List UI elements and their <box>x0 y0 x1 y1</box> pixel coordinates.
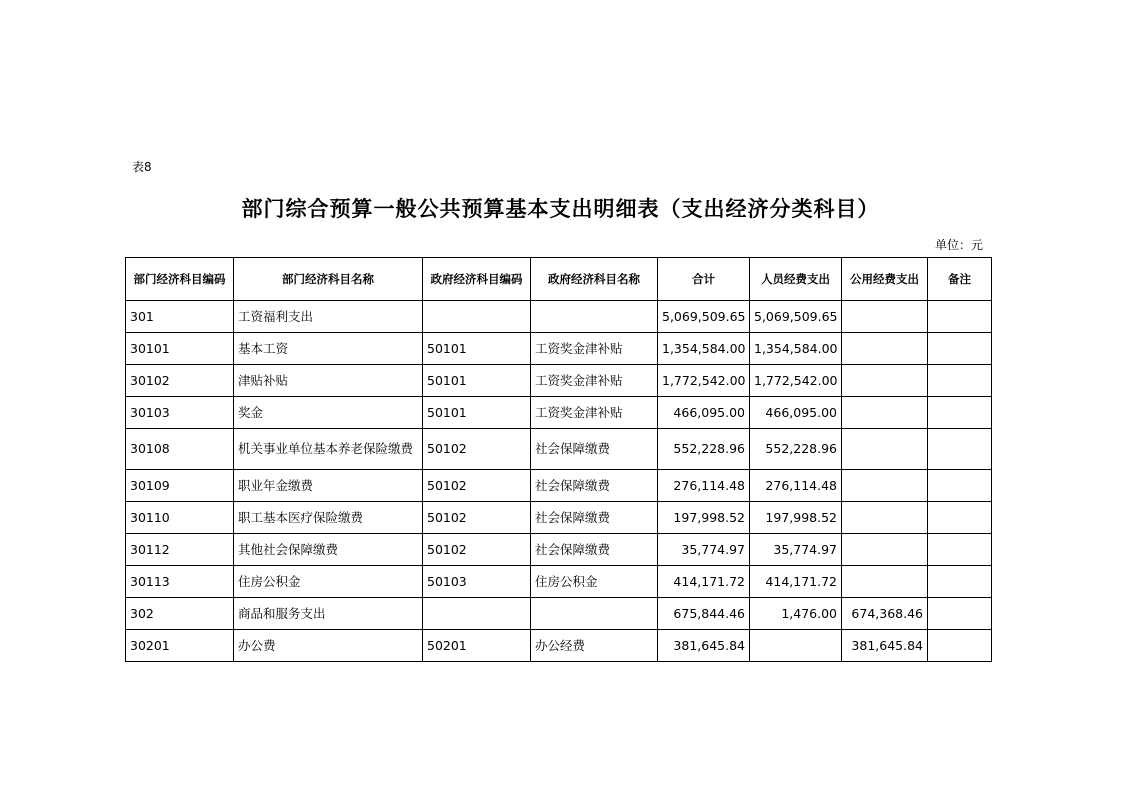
gov-name-cell: 工资奖金津补贴 <box>531 397 658 429</box>
gov-code-cell <box>423 301 531 333</box>
total-cell: 35,774.97 <box>658 534 750 566</box>
public-cell <box>842 502 928 534</box>
dept-name-cell: 职业年金缴费 <box>234 470 423 502</box>
public-cell: 674,368.46 <box>842 598 928 630</box>
table-row <box>126 598 992 630</box>
total-cell: 1,354,584.00 <box>658 333 750 365</box>
note-cell <box>928 502 992 534</box>
total-cell: 552,228.96 <box>658 429 750 470</box>
table-row <box>126 534 992 566</box>
personnel-cell: 276,114.48 <box>750 470 842 502</box>
public-cell: 381,645.84 <box>842 630 928 662</box>
table-label: 表8 <box>132 160 152 174</box>
personnel-cell: 197,998.52 <box>750 502 842 534</box>
gov-name-cell: 社会保障缴费 <box>531 534 658 566</box>
gov-code-cell: 50102 <box>423 470 531 502</box>
table-row <box>126 630 992 662</box>
public-cell <box>842 365 928 397</box>
personnel-cell: 1,354,584.00 <box>750 333 842 365</box>
dept-code-cell: 302 <box>126 598 234 630</box>
public-cell <box>842 397 928 429</box>
col-header-gov-name: 政府经济科目名称 <box>531 258 658 301</box>
unit-label: 单位：元 <box>934 238 983 252</box>
gov-name-cell <box>531 301 658 333</box>
col-header-gov-code: 政府经济科目编码 <box>423 258 531 301</box>
total-cell: 381,645.84 <box>658 630 750 662</box>
table-row <box>126 502 992 534</box>
gov-code-cell: 50101 <box>423 397 531 429</box>
note-cell <box>928 333 992 365</box>
total-cell: 276,114.48 <box>658 470 750 502</box>
gov-code-cell <box>423 598 531 630</box>
note-cell <box>928 566 992 598</box>
personnel-cell: 35,774.97 <box>750 534 842 566</box>
dept-code-cell: 30101 <box>126 333 234 365</box>
dept-code-cell: 30102 <box>126 365 234 397</box>
note-cell <box>928 598 992 630</box>
dept-name-cell: 奖金 <box>234 397 423 429</box>
table-row <box>126 397 992 429</box>
note-cell <box>928 429 992 470</box>
gov-name-cell: 住房公积金 <box>531 566 658 598</box>
dept-code-cell: 30108 <box>126 429 234 470</box>
note-cell <box>928 301 992 333</box>
table-row <box>126 470 992 502</box>
dept-code-cell: 30109 <box>126 470 234 502</box>
dept-name-cell: 商品和服务支出 <box>234 598 423 630</box>
table-row <box>126 365 992 397</box>
dept-name-cell: 住房公积金 <box>234 566 423 598</box>
gov-name-cell: 社会保障缴费 <box>531 502 658 534</box>
dept-name-cell: 职工基本医疗保险缴费 <box>234 502 423 534</box>
gov-code-cell: 50102 <box>423 502 531 534</box>
dept-name-cell: 津贴补贴 <box>234 365 423 397</box>
personnel-cell: 414,171.72 <box>750 566 842 598</box>
total-cell: 197,998.52 <box>658 502 750 534</box>
total-cell: 466,095.00 <box>658 397 750 429</box>
dept-name-cell: 办公费 <box>234 630 423 662</box>
dept-code-cell: 30113 <box>126 566 234 598</box>
personnel-cell: 1,772,542.00 <box>750 365 842 397</box>
personnel-cell <box>750 630 842 662</box>
gov-name-cell <box>531 598 658 630</box>
gov-code-cell: 50102 <box>423 534 531 566</box>
personnel-cell: 466,095.00 <box>750 397 842 429</box>
col-header-public: 公用经费支出 <box>842 258 928 301</box>
gov-name-cell: 办公经费 <box>531 630 658 662</box>
personnel-cell: 5,069,509.65 <box>750 301 842 333</box>
header-row <box>126 258 992 301</box>
public-cell <box>842 470 928 502</box>
gov-code-cell: 50102 <box>423 429 531 470</box>
gov-code-cell: 50103 <box>423 566 531 598</box>
table-row <box>126 429 992 470</box>
dept-name-cell: 工资福利支出 <box>234 301 423 333</box>
gov-name-cell: 社会保障缴费 <box>531 470 658 502</box>
dept-name-cell: 基本工资 <box>234 333 423 365</box>
col-header-personnel: 人员经费支出 <box>750 258 842 301</box>
public-cell <box>842 534 928 566</box>
gov-code-cell: 50101 <box>423 333 531 365</box>
dept-code-cell: 30201 <box>126 630 234 662</box>
note-cell <box>928 470 992 502</box>
budget-table <box>125 257 992 662</box>
dept-code-cell: 30103 <box>126 397 234 429</box>
gov-code-cell: 50101 <box>423 365 531 397</box>
dept-code-cell: 301 <box>126 301 234 333</box>
gov-name-cell: 社会保障缴费 <box>531 429 658 470</box>
public-cell <box>842 566 928 598</box>
total-cell: 675,844.46 <box>658 598 750 630</box>
table-row <box>126 333 992 365</box>
col-header-note: 备注 <box>928 258 992 301</box>
personnel-cell: 552,228.96 <box>750 429 842 470</box>
total-cell: 414,171.72 <box>658 566 750 598</box>
public-cell <box>842 429 928 470</box>
dept-name-cell: 其他社会保障缴费 <box>234 534 423 566</box>
public-cell <box>842 333 928 365</box>
col-header-dept-name: 部门经济科目名称 <box>234 258 423 301</box>
note-cell <box>928 365 992 397</box>
total-cell: 5,069,509.65 <box>658 301 750 333</box>
col-header-total: 合计 <box>658 258 750 301</box>
total-cell: 1,772,542.00 <box>658 365 750 397</box>
gov-name-cell: 工资奖金津补贴 <box>531 365 658 397</box>
col-header-dept-code: 部门经济科目编码 <box>126 258 234 301</box>
personnel-cell: 1,476.00 <box>750 598 842 630</box>
page-title: 部门综合预算一般公共预算基本支出明细表（支出经济分类科目） <box>241 196 880 221</box>
note-cell <box>928 397 992 429</box>
public-cell <box>842 301 928 333</box>
table-row <box>126 566 992 598</box>
table-row <box>126 301 992 333</box>
note-cell <box>928 534 992 566</box>
note-cell <box>928 630 992 662</box>
gov-code-cell: 50201 <box>423 630 531 662</box>
gov-name-cell: 工资奖金津补贴 <box>531 333 658 365</box>
dept-name-cell: 机关事业单位基本养老保险缴费 <box>234 429 423 470</box>
dept-code-cell: 30110 <box>126 502 234 534</box>
dept-code-cell: 30112 <box>126 534 234 566</box>
